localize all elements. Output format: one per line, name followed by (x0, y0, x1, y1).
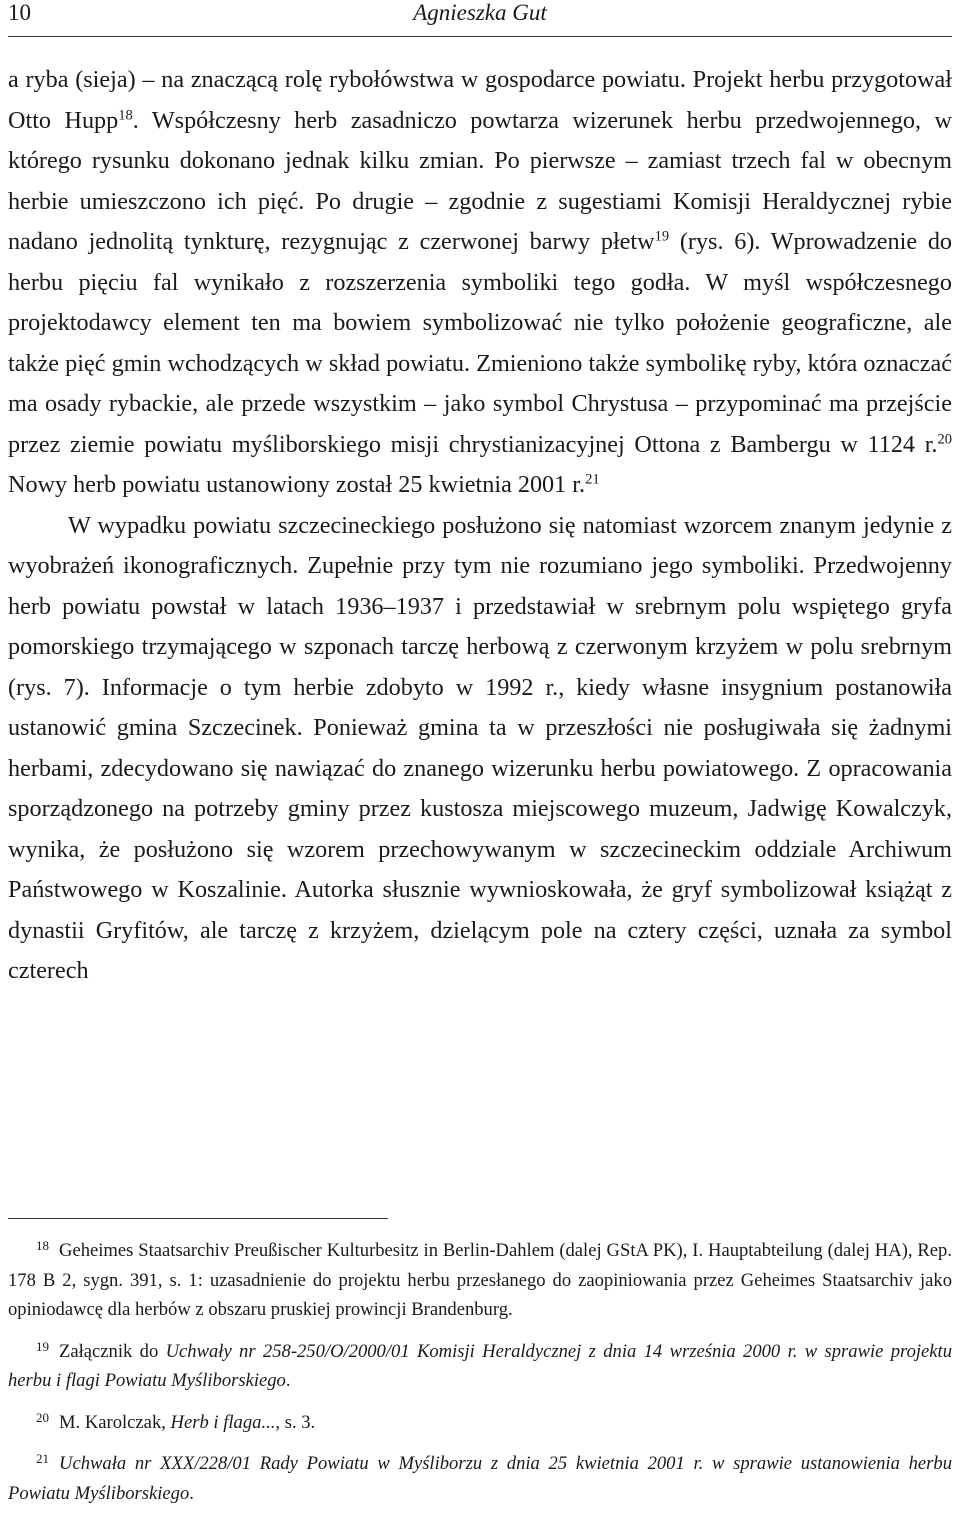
footnote-separator (8, 1218, 388, 1219)
footnote-text-end: . (189, 1482, 194, 1504)
footnote-number: 20 (36, 1409, 50, 1425)
paragraph-2: W wypadku powiatu szczecineckiego posłużono się natomiast wzorcem znanym jedynie z wyobrażeń ikonograficznych. Zupełnie przy tym nie rozumiano jego symboliki. Przedwojenny herb powiatu powstał w latach 1936–1937 i przedstawiał w srebrnym polu wspiętego gryfa pomorskiego trzymającego w szponach tarczę herbową z czerwonym krzyżem w polu srebrnym (rys. 7). Informacje o tym herbie zdobyto w 1992 r., kiedy własne insygnium postanowiła ustanowić gmina Szczecinek. Ponieważ gmina ta w przeszłości nie posługiwała się żadnymi herbami, zdecydowano się nawiązać do znanego wizerunku herbu powiatowego. Z opracowania sporządzonego na potrzeby gminy przez kustosza miejscowego muzeum, Jadwigę Kowalczyk, wynika, że posłużono się wzorem przechowywanym w szczecineckim oddziale Archiwum Państwowego w Koszalinie. Autorka słusznie wywnioskowała, że gryf symbolizował książąt z dynastii Gryfitów, ale tarczę z krzyżem, dzielącym pole na cztery części, uznała za symbol czterech (8, 511, 952, 984)
running-header (8, 0, 952, 37)
footnote-text: M. Karolczak, (59, 1411, 171, 1433)
running-author: Agnieszka Gut (413, 0, 547, 25)
footnote-ref-18[interactable]: 18 (118, 106, 133, 123)
footnote-italic-title: Herb i flaga... (170, 1411, 276, 1433)
document-page (8, 0, 952, 1528)
page-number: 10 (8, 0, 31, 25)
footnote-ref-20[interactable]: 20 (937, 430, 952, 447)
footnote-number: 21 (36, 1451, 50, 1467)
paragraph-1-part-2: . Współczesny herb zasadniczo powtarza wizerunek herbu przedwojennego, w którego rysunku dokonano jednak kilku zmian. Po pierwsze – zamiast trzech fal w obecnym herbie umieszczono ich pięć. Po drugie – zgodnie z sugestiami Komisji Heraldycznej rybie nadano jednolitą tynkturę, rezygnując z czerwonej barwy płetw (8, 106, 952, 255)
footnote-21 (8, 1449, 952, 1508)
footnote-number: 18 (36, 1238, 50, 1254)
footnote-text: Geheimes Staatsarchiv Preußischer Kulturbesitz in Berlin-Dahlem (dalej GStA PK), I. Hauptabteilung (dalej HA), Rep. 178 B 2, sygn. 391, s. 1: uzasadnienie do projektu herbu przesłanego do zaopiniowania przez Geheimes Staatsarchiv jako opiniodawcę dla herbów z obszaru pruskiej prowincji Brandenburg. (8, 1240, 952, 1320)
paragraph-1-part-3: (rys. 6). Wprowadzenie do herbu pięciu fal wynikało z rozszerzenia symboliki tego godła. W myśl współczesnego projektodawcy element ten ma bowiem symbolizować nie tylko położenie geograficzne, ale także pięć gmin wchodzących w skład powiatu. Zmieniono także symbolikę ryby, która oznaczać ma osady rybackie, ale przede wszystkim – jako symbol Chrystusa – przypominać ma przejście przez ziemie powiatu myśliborskiego misji chrystianizacyjnej Ottona z Bambergu w 1124 r. (8, 228, 953, 458)
footnote-italic-title: Uchwała nr XXX/228/01 Rady Powiatu w Myśliborzu z dnia 25 kwietnia 2001 r. w sprawie ustanowienia herbu Powiatu Myśliborskiego (8, 1453, 952, 1504)
footnote-number: 19 (36, 1338, 50, 1354)
footnote-text-end: , s. 3. (275, 1411, 316, 1433)
footnote-text: Załącznik do (59, 1340, 166, 1362)
footnote-20 (8, 1408, 952, 1438)
paragraph-1-part-4: Nowy herb powiatu ustanowiony został 25 kwietnia 2001 r. (8, 471, 586, 498)
footnotes (8, 1236, 952, 1520)
footnote-text-end: . (285, 1370, 291, 1391)
paragraph-1 (8, 60, 952, 506)
footnote-19 (8, 1337, 952, 1396)
footnote-18 (8, 1236, 952, 1325)
body-text (8, 60, 952, 992)
paragraph-1-part-1: a ryba (sieja) – na znaczącą rolę rybołówstwa w gospodarce powiatu. Projekt herbu przygotował Otto Hupp (8, 66, 952, 134)
footnote-ref-19[interactable]: 19 (654, 228, 670, 245)
footnote-ref-21[interactable]: 21 (585, 471, 600, 488)
footnote-italic-title: Uchwały nr 258-250/O/2000/01 Komisji Heraldycznej z dnia 14 września 2000 r. w sprawie projektu herbu i flagi Powiatu Myśliborskiego (8, 1340, 953, 1391)
